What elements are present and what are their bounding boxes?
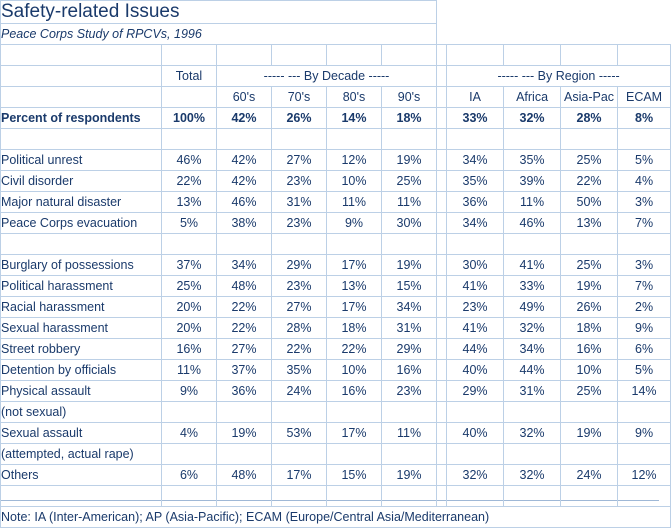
cell-ecam: 9%	[618, 423, 671, 444]
row-label: Political unrest	[1, 150, 162, 171]
cell-asia-pac: 16%	[561, 339, 618, 360]
cell-90s: 23%	[382, 381, 437, 402]
cell-80s: 10%	[327, 171, 382, 192]
cell-africa: 32%	[504, 423, 561, 444]
spacer-cell	[217, 234, 272, 255]
cell-60s: 22%	[217, 318, 272, 339]
cell-total: 37%	[162, 255, 217, 276]
cell-90s: 16%	[382, 360, 437, 381]
row-label: Street robbery	[1, 339, 162, 360]
cell-total: 20%	[162, 318, 217, 339]
cell-60s: 46%	[217, 192, 272, 213]
table-row	[1, 171, 671, 192]
cell-asia-pac: 19%	[561, 276, 618, 297]
cell-africa: 33%	[504, 276, 561, 297]
spacer-cell	[437, 45, 447, 66]
table-row	[1, 297, 671, 318]
cell-70s	[272, 444, 327, 465]
spacer-cell	[447, 234, 504, 255]
spacer-cell	[162, 129, 217, 150]
spacer-row	[1, 129, 671, 150]
sub-header-total-blank	[162, 87, 217, 108]
cell-ia: 30%	[447, 255, 504, 276]
cell-80s: 12%	[327, 150, 382, 171]
cell-80s	[327, 402, 382, 423]
cell-total: 4%	[162, 423, 217, 444]
cell-asia-pac: 28%	[561, 108, 618, 129]
spacer-cell	[618, 45, 671, 66]
spacer-cell	[272, 45, 327, 66]
cell-60s: 19%	[217, 423, 272, 444]
cell-asia-pac	[561, 402, 618, 423]
cell-africa: 32%	[504, 318, 561, 339]
cell-total: 22%	[162, 171, 217, 192]
cell-80s: 17%	[327, 297, 382, 318]
table-row	[1, 318, 671, 339]
spacer-cell	[447, 129, 504, 150]
cell-70s: 29%	[272, 255, 327, 276]
cell-ecam: 5%	[618, 150, 671, 171]
cell-africa: 11%	[504, 192, 561, 213]
spacer-cell	[561, 129, 618, 150]
cell-90s: 19%	[382, 255, 437, 276]
cell-70s	[272, 402, 327, 423]
table-row-sublabel	[1, 402, 671, 423]
cell-gap	[437, 465, 447, 486]
table-row	[1, 423, 671, 444]
cell-ia	[447, 402, 504, 423]
cell-total: 9%	[162, 381, 217, 402]
cell-total: 16%	[162, 339, 217, 360]
cell-gap	[437, 276, 447, 297]
cell-africa: 41%	[504, 255, 561, 276]
cell-60s: 37%	[217, 360, 272, 381]
cell-ia: 40%	[447, 423, 504, 444]
page-title: Safety-related Issues	[1, 1, 437, 24]
cell-90s: 19%	[382, 465, 437, 486]
cell-gap	[437, 192, 447, 213]
cell-asia-pac: 24%	[561, 465, 618, 486]
cell-total: 100%	[162, 108, 217, 129]
row-label: Political harassment	[1, 276, 162, 297]
column-header-80s: 80's	[327, 87, 382, 108]
spacer-cell	[162, 486, 217, 507]
column-header-70s: 70's	[272, 87, 327, 108]
table-row	[1, 213, 671, 234]
cell-60s: 42%	[217, 150, 272, 171]
cell-asia-pac: 26%	[561, 297, 618, 318]
cell-90s: 34%	[382, 297, 437, 318]
spacer-cell	[504, 486, 561, 507]
cell-total: 25%	[162, 276, 217, 297]
column-header-asia-pac: Asia-Pac	[561, 87, 618, 108]
cell-ia: 34%	[447, 213, 504, 234]
spacer-cell	[382, 129, 437, 150]
cell-ecam: 3%	[618, 192, 671, 213]
table-row-sublabel	[1, 444, 671, 465]
cell-gap	[437, 318, 447, 339]
footnote-row	[1, 507, 671, 528]
cell-70s: 28%	[272, 318, 327, 339]
cell-ecam: 14%	[618, 381, 671, 402]
spacer-cell	[504, 45, 561, 66]
table-row	[1, 465, 671, 486]
table-row	[1, 360, 671, 381]
cell-ia: 36%	[447, 192, 504, 213]
cell-80s: 10%	[327, 360, 382, 381]
spacer-cell	[327, 45, 382, 66]
sub-header-blank	[1, 87, 162, 108]
cell-gap	[437, 339, 447, 360]
title-spacer	[504, 1, 561, 24]
spacer-cell	[217, 45, 272, 66]
cell-gap	[437, 360, 447, 381]
column-group-by-decade: ----- --- By Decade -----	[217, 66, 437, 87]
spacer-row	[1, 486, 671, 507]
spacer-cell	[327, 234, 382, 255]
spacer-cell	[618, 129, 671, 150]
title-spacer	[447, 1, 504, 24]
spacer-cell	[618, 486, 671, 507]
cell-70s: 24%	[272, 381, 327, 402]
column-header-total: Total	[162, 66, 217, 87]
cell-80s: 22%	[327, 339, 382, 360]
cell-gap	[437, 402, 447, 423]
cell-60s: 42%	[217, 108, 272, 129]
cell-60s	[217, 402, 272, 423]
cell-africa: 34%	[504, 339, 561, 360]
sub-header-row	[1, 87, 671, 108]
spacer-cell	[618, 234, 671, 255]
cell-70s: 23%	[272, 213, 327, 234]
cell-ecam: 6%	[618, 339, 671, 360]
page-subtitle: Peace Corps Study of RPCVs, 1996	[1, 24, 437, 45]
cell-total: 20%	[162, 297, 217, 318]
spacer-cell	[382, 486, 437, 507]
cell-ecam: 3%	[618, 255, 671, 276]
cell-ecam: 5%	[618, 360, 671, 381]
spacer-cell	[162, 234, 217, 255]
cell-80s: 11%	[327, 192, 382, 213]
cell-70s: 31%	[272, 192, 327, 213]
row-label: Racial harassment	[1, 297, 162, 318]
footnote: Note: IA (Inter-American); AP (Asia-Pacific); ECAM (Europe/Central Asia/Mediterranean)	[1, 507, 671, 528]
subtitle-spacer	[437, 24, 447, 45]
cell-asia-pac: 50%	[561, 192, 618, 213]
spacer-cell	[437, 129, 447, 150]
spacer-cell	[504, 234, 561, 255]
cell-ecam: 9%	[618, 318, 671, 339]
cell-70s: 22%	[272, 339, 327, 360]
cell-60s: 34%	[217, 255, 272, 276]
table-row	[1, 339, 671, 360]
group-header-blank	[1, 66, 162, 87]
row-label: Sexual assault	[1, 423, 162, 444]
cell-60s: 48%	[217, 276, 272, 297]
spacer-cell	[437, 234, 447, 255]
column-header-ecam: ECAM	[618, 87, 671, 108]
cell-total: 46%	[162, 150, 217, 171]
cell-africa	[504, 402, 561, 423]
cell-90s: 30%	[382, 213, 437, 234]
table-row	[1, 192, 671, 213]
cell-africa: 31%	[504, 381, 561, 402]
cell-80s: 9%	[327, 213, 382, 234]
cell-gap	[437, 108, 447, 129]
spacer-cell	[382, 234, 437, 255]
cell-africa: 46%	[504, 213, 561, 234]
cell-ia: 44%	[447, 339, 504, 360]
cell-90s: 18%	[382, 108, 437, 129]
spacer-cell	[1, 129, 162, 150]
subtitle-spacer	[561, 24, 618, 45]
cell-80s: 14%	[327, 108, 382, 129]
subtitle-row	[1, 24, 671, 45]
cell-60s: 27%	[217, 339, 272, 360]
cell-ecam: 12%	[618, 465, 671, 486]
cell-80s: 18%	[327, 318, 382, 339]
cell-asia-pac: 13%	[561, 213, 618, 234]
cell-africa: 44%	[504, 360, 561, 381]
table-row	[1, 150, 671, 171]
row-label: Peace Corps evacuation	[1, 213, 162, 234]
cell-asia-pac: 25%	[561, 381, 618, 402]
cell-90s	[382, 444, 437, 465]
cell-total: 11%	[162, 360, 217, 381]
cell-ecam	[618, 402, 671, 423]
cell-90s: 11%	[382, 423, 437, 444]
column-group-by-region: ----- --- By Region -----	[447, 66, 671, 87]
row-label: Civil disorder	[1, 171, 162, 192]
cell-asia-pac: 25%	[561, 150, 618, 171]
spacer-cell	[447, 45, 504, 66]
cell-60s	[217, 444, 272, 465]
group-header-row	[1, 66, 671, 87]
table-row	[1, 276, 671, 297]
cell-ia: 29%	[447, 381, 504, 402]
subtitle-spacer	[618, 24, 671, 45]
cell-60s: 48%	[217, 465, 272, 486]
row-label: Physical assault	[1, 381, 162, 402]
cell-60s: 36%	[217, 381, 272, 402]
title-spacer	[561, 1, 618, 24]
group-gap-cell	[437, 66, 447, 87]
row-label: Detention by officials	[1, 360, 162, 381]
cell-ia: 40%	[447, 360, 504, 381]
cell-ia: 34%	[447, 150, 504, 171]
cell-70s: 23%	[272, 276, 327, 297]
spacer-cell	[217, 486, 272, 507]
cell-gap	[437, 150, 447, 171]
column-header-90s: 90's	[382, 87, 437, 108]
row-label: Percent of respondents	[1, 108, 162, 129]
cell-asia-pac: 10%	[561, 360, 618, 381]
cell-80s: 16%	[327, 381, 382, 402]
table-row	[1, 255, 671, 276]
cell-70s: 27%	[272, 297, 327, 318]
spacer-row	[1, 45, 671, 66]
cell-asia-pac	[561, 444, 618, 465]
cell-ia: 33%	[447, 108, 504, 129]
title-spacer	[437, 1, 447, 24]
spacer-cell	[1, 45, 162, 66]
cell-ecam	[618, 444, 671, 465]
row-label: Others	[1, 465, 162, 486]
cell-ecam: 4%	[618, 171, 671, 192]
cell-ia: 32%	[447, 465, 504, 486]
spacer-cell	[327, 129, 382, 150]
cell-total	[162, 444, 217, 465]
cell-africa: 32%	[504, 465, 561, 486]
cell-90s: 25%	[382, 171, 437, 192]
cell-70s: 23%	[272, 171, 327, 192]
table-row	[1, 381, 671, 402]
cell-asia-pac: 22%	[561, 171, 618, 192]
cell-60s: 38%	[217, 213, 272, 234]
column-header-africa: Africa	[504, 87, 561, 108]
cell-70s: 27%	[272, 150, 327, 171]
cell-asia-pac: 18%	[561, 318, 618, 339]
table-row-respondents	[1, 108, 671, 129]
cell-90s: 19%	[382, 150, 437, 171]
cell-ecam: 8%	[618, 108, 671, 129]
title-spacer	[618, 1, 671, 24]
column-header-60s: 60's	[217, 87, 272, 108]
cell-70s: 35%	[272, 360, 327, 381]
cell-asia-pac: 19%	[561, 423, 618, 444]
cell-70s: 26%	[272, 108, 327, 129]
cell-90s: 29%	[382, 339, 437, 360]
cell-70s: 53%	[272, 423, 327, 444]
cell-90s	[382, 402, 437, 423]
cell-gap	[437, 171, 447, 192]
spacer-cell	[272, 129, 327, 150]
cell-80s: 15%	[327, 465, 382, 486]
cell-80s: 13%	[327, 276, 382, 297]
spacer-row	[1, 234, 671, 255]
cell-ia	[447, 444, 504, 465]
cell-gap	[437, 381, 447, 402]
cell-ia: 23%	[447, 297, 504, 318]
cell-ia: 35%	[447, 171, 504, 192]
cell-ia: 41%	[447, 318, 504, 339]
cell-gap	[437, 444, 447, 465]
spacer-cell	[217, 129, 272, 150]
spacer-cell	[561, 234, 618, 255]
subtitle-spacer	[504, 24, 561, 45]
spacer-cell	[504, 129, 561, 150]
cell-80s: 17%	[327, 255, 382, 276]
row-label: Major natural disaster	[1, 192, 162, 213]
cell-africa: 35%	[504, 150, 561, 171]
cell-ecam: 2%	[618, 297, 671, 318]
cell-africa	[504, 444, 561, 465]
row-sublabel: (attempted, actual rape)	[1, 444, 162, 465]
cell-gap	[437, 213, 447, 234]
title-row	[1, 1, 671, 24]
spacer-cell	[437, 486, 447, 507]
cell-70s: 17%	[272, 465, 327, 486]
cell-gap	[437, 255, 447, 276]
spacer-cell	[447, 486, 504, 507]
spacer-cell	[1, 234, 162, 255]
cell-africa: 39%	[504, 171, 561, 192]
cell-ecam: 7%	[618, 276, 671, 297]
row-label: Burglary of possessions	[1, 255, 162, 276]
cell-asia-pac: 25%	[561, 255, 618, 276]
cell-ecam: 7%	[618, 213, 671, 234]
cell-80s: 17%	[327, 423, 382, 444]
sub-header-gap-cell	[437, 87, 447, 108]
spacer-cell	[272, 234, 327, 255]
spacer-cell	[162, 45, 217, 66]
spacer-cell	[382, 45, 437, 66]
cell-gap	[437, 297, 447, 318]
cell-total: 13%	[162, 192, 217, 213]
spacer-cell	[561, 45, 618, 66]
cell-africa: 32%	[504, 108, 561, 129]
cell-60s: 22%	[217, 297, 272, 318]
spacer-cell	[561, 486, 618, 507]
cell-africa: 49%	[504, 297, 561, 318]
cell-ia: 41%	[447, 276, 504, 297]
cell-60s: 42%	[217, 171, 272, 192]
cell-total: 6%	[162, 465, 217, 486]
cell-90s: 11%	[382, 192, 437, 213]
cell-gap	[437, 423, 447, 444]
spacer-cell	[1, 486, 162, 507]
cell-80s	[327, 444, 382, 465]
cell-90s: 15%	[382, 276, 437, 297]
spacer-cell	[272, 486, 327, 507]
cell-total	[162, 402, 217, 423]
subtitle-spacer	[447, 24, 504, 45]
column-header-ia: IA	[447, 87, 504, 108]
row-label: Sexual harassment	[1, 318, 162, 339]
cell-90s: 31%	[382, 318, 437, 339]
cell-total: 5%	[162, 213, 217, 234]
row-sublabel: (not sexual)	[1, 402, 162, 423]
spacer-cell	[327, 486, 382, 507]
